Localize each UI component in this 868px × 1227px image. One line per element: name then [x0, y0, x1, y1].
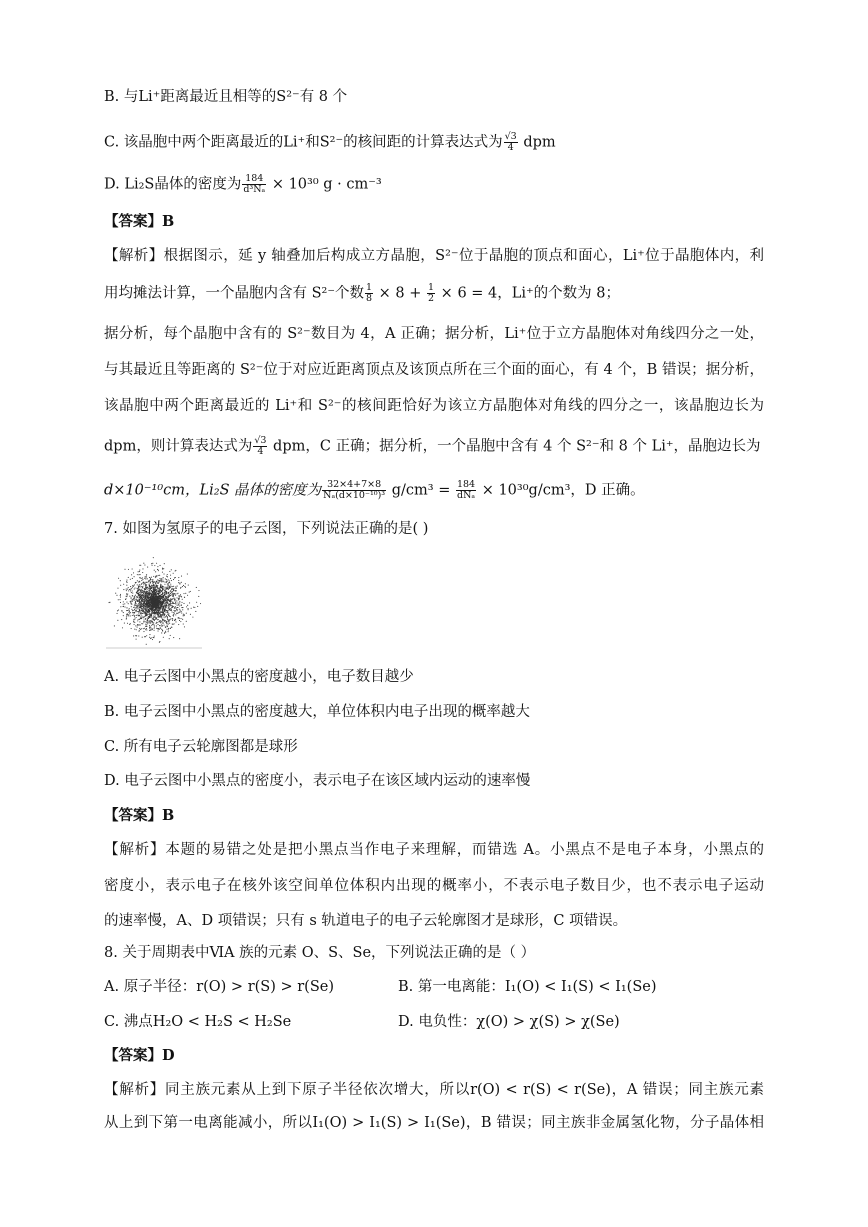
q7-analysis-line-3: 的速率慢，A、D 项错误；只有 s 轨道电子的电子云轮廓图才是球形，C 项错误。 [104, 913, 628, 929]
q6-option-d-unit: × 10³⁰ g · cm⁻³ [267, 176, 382, 193]
q6-analysis-line-2 [104, 283, 620, 304]
q6-analysis-times: × 8 + [374, 285, 427, 302]
fraction-denominator: 2 [428, 293, 435, 304]
q7-answer: 【答案】B [104, 807, 175, 824]
q6-option-c-text: C. 该晶胞中两个距离最近的Li⁺和S²⁻的核间距的计算表达式为 [104, 134, 503, 151]
q6-option-d-fraction [242, 174, 266, 195]
q6-option-b: B. 与Li⁺距离最近且相等的S²⁻有 8 个 [104, 89, 348, 105]
q7-option-b: B. 电子云图中小黑点的密度越大，单位体积内电子出现的概率越大 [104, 704, 530, 720]
fraction-numerator: 1 [366, 282, 373, 293]
q7-option-c: C. 所有电子云轮廓图都是球形 [104, 739, 298, 755]
q6-analysis-line-7-text: d×10⁻¹⁰cm，Li₂S 晶体的密度为 [104, 482, 322, 499]
fraction-numerator: 32×4+7×8 [322, 480, 386, 491]
q6-option-c-fraction [504, 132, 518, 153]
fraction-denominator: d³Nₐ [243, 184, 266, 195]
q8-analysis-line-2: 从上到下第一电离能减小，所以I₁(O) > I₁(S) > I₁(Se)，B 错误；同主族非金属氢化物，分子晶体相 [104, 1115, 764, 1131]
fraction-density-simplified [456, 480, 476, 501]
q8-option-d: D. 电负性：χ(O) > χ(S) > χ(Se) [398, 1014, 620, 1030]
q6-analysis-line-4: 与其最近且等距离的 S²⁻位于对应近距离顶点及该顶点所在三个面的面心，有 4 个，B 错误；据分析， [104, 362, 764, 378]
fraction-numerator: 1 [428, 282, 435, 293]
fraction-numerator: √3 [504, 131, 517, 142]
fraction-denominator: 4 [507, 142, 514, 153]
q6-analysis-line-6-text: dpm，则计算表达式为 [104, 438, 253, 455]
q6-analysis-line-5: 该晶胞中两个距离最近的 Li⁺和 S²⁻的核间距恰好为该立方晶胞体对角线的四分之一，该晶胞边长为 [104, 398, 764, 414]
q8-option-c: C. 沸点H₂O < H₂S < H₂Se [104, 1014, 292, 1030]
q6-analysis-line-2-end: × 6 = 4，Li⁺的个数为 8； [436, 285, 621, 302]
fraction-numerator: √3 [254, 435, 267, 446]
q8-option-b: B. 第一电离能：I₁(O) < I₁(S) < I₁(Se) [398, 979, 657, 995]
q8-option-a: A. 原子半径：r(O) > r(S) > r(Se) [104, 979, 334, 995]
q6-analysis-line-7 [104, 480, 645, 501]
q7-analysis-line-1: 【解析】本题的易错之处是把小黑点当作电子来理解，而错选 A。小黑点不是电子本身，小黑点的 [104, 842, 764, 858]
fraction-denominator: 4 [257, 446, 264, 457]
electron-cloud-image [104, 554, 204, 650]
q6-analysis-line-6-end: dpm，C 正确；据分析，一个晶胞中含有 4 个 S²⁻和 8 个 Li⁺，晶胞边长为 [268, 438, 761, 455]
fraction-density-expression [322, 480, 386, 501]
fraction-numerator: 184 [242, 174, 266, 185]
fraction-denominator: Nₐ(d×10⁻¹⁰)³ [323, 490, 386, 501]
q6-analysis-unit: g/cm³ = [387, 482, 455, 499]
fraction-denominator: 8 [366, 293, 373, 304]
fraction-denominator: dNₐ [456, 490, 476, 501]
q8-answer: 【答案】D [104, 1047, 175, 1064]
q8-stem: 8. 关于周期表中ⅥA 族的元素 O、S、Se，下列说法正确的是（ ） [104, 945, 536, 961]
q6-analysis-line-1: 【解析】根据图示，延 y 轴叠加后构成立方晶胞，S²⁻位于晶胞的顶点和面心，Li⁺位于晶胞体内，利 [104, 248, 764, 264]
q6-option-d-text: D. Li₂S晶体的密度为 [104, 176, 242, 193]
q6-analysis-line-2-text: 用均摊法计算，一个晶胞内含有 S²⁻个数 [104, 285, 365, 302]
fraction-one-half [427, 283, 435, 304]
q8-analysis-line-1: 【解析】同主族元素从上到下原子半径依次增大，所以r(O) < r(S) < r(Se)，A 错误；同主族元素 [104, 1082, 764, 1098]
q6-answer: 【答案】B [104, 213, 175, 230]
fraction-numerator: 184 [456, 479, 476, 490]
q7-option-d: D. 电子云图中小黑点的密度小，表示电子在该区域内运动的速率慢 [104, 773, 531, 789]
q6-option-c [104, 132, 556, 153]
q7-analysis-line-2: 密度小，表示电子在核外该空间单位体积内出现的概率小，不表示电子数目少，也不表示电子运动 [104, 878, 764, 894]
q6-option-d [104, 174, 382, 195]
q6-option-c-unit: dpm [518, 134, 556, 151]
fraction-sqrt3-over-4 [253, 436, 267, 457]
q6-analysis-line-3: 据分析，每个晶胞中含有的 S²⁻数目为 4，A 正确；据分析，Li⁺位于立方晶胞体对角线四分之一处， [104, 326, 764, 342]
q6-analysis-line-7-end: × 10³⁰g/cm³，D 正确。 [477, 482, 645, 499]
q7-stem: 7. 如图为氢原子的电子云图，下列说法正确的是( ) [104, 521, 429, 537]
q7-option-a: A. 电子云图中小黑点的密度越小，电子数目越少 [104, 669, 414, 685]
q6-analysis-line-6 [104, 436, 761, 457]
fraction-one-eighth [365, 283, 373, 304]
